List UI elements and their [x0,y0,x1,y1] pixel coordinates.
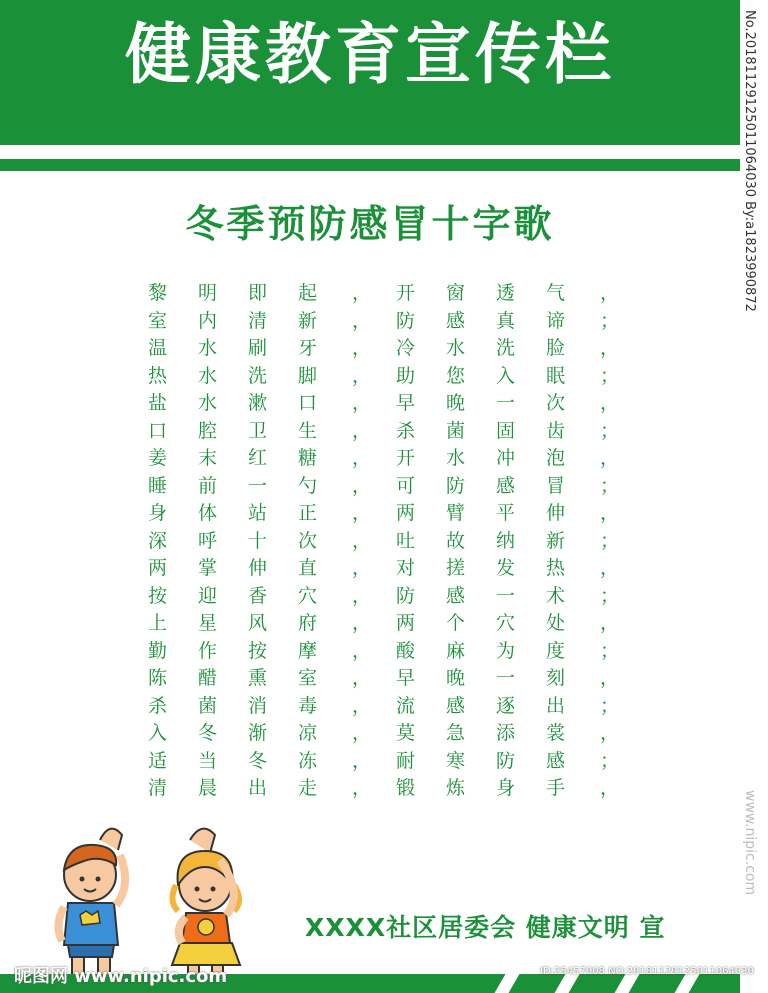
poem-character: 热 [148,364,168,387]
poem-line [0,335,740,363]
poem-character: 渐 [248,722,268,744]
poem-punctuation: ， [352,557,372,579]
poem-line [0,528,740,556]
poem-character: 黎 [148,282,168,304]
poem-character: 起 [298,282,318,304]
poem-punctuation: ， [352,529,372,552]
poem-character: 固 [496,419,516,442]
poem-character: 纳 [496,529,516,552]
poem-character: 感 [496,474,516,497]
poster-subtitle: 冬季预防感冒十字歌 [185,202,555,246]
poem-character: 掌 [198,557,218,579]
poem-punctuation: ； [600,639,620,662]
poem-character: 水 [446,447,466,469]
poem-character: 晚 [446,392,466,414]
poster-footer: XXXX社区居委会 健康文明 宣 [305,913,666,942]
poem-character: 姜 [148,447,168,469]
poem-character: 杀 [148,694,168,717]
poem-character: 感 [446,309,466,332]
poem-character: 谛 [546,309,566,332]
poem-character: 水 [198,337,218,359]
poem-character: 一 [496,392,516,414]
poem-character: 温 [148,337,168,359]
header-stripe [0,159,740,171]
poem-punctuation: ， [600,282,620,304]
poem-character: 故 [446,529,466,552]
poem-character: 防 [446,474,466,497]
poem-punctuation: ； [600,584,620,607]
poem-line [0,610,740,638]
poem-line [0,445,740,473]
poem-character: 眠 [546,364,566,387]
poem-character: 冬 [248,749,268,772]
poem-character: 入 [148,722,168,744]
poem-character: 搓 [446,557,466,579]
poem-character: 逐 [496,694,516,717]
poem-line [0,583,740,611]
poem-character: 洗 [496,337,516,359]
poem-character: 防 [396,584,416,607]
poem-character: 十 [248,529,268,552]
poem-grid [0,280,740,803]
poem-character: 两 [396,502,416,524]
poem-line [0,693,740,721]
poem-character: 站 [248,502,268,524]
poem-character: 透 [496,282,516,304]
poem-punctuation: ， [600,777,620,799]
poem-character: 糖 [298,447,318,469]
poem-character: 水 [198,364,218,387]
poem-character: 一 [248,474,268,497]
poem-character: 睡 [148,474,168,497]
poem-character: 您 [446,364,466,387]
poem-character: 口 [148,419,168,442]
poem-character: 勤 [148,639,168,662]
poem-punctuation: ， [352,502,372,524]
poem-character: 流 [396,694,416,717]
poem-character: 体 [198,502,218,524]
poem-character: 刻 [546,667,566,689]
poem-character: 凉 [298,722,318,744]
poem-character: 泡 [546,447,566,469]
poem-character: 直 [298,557,318,579]
poem-character: 次 [298,529,318,552]
poem-character: 平 [496,502,516,524]
poem-character: 室 [298,667,318,689]
poem-line [0,665,740,693]
poem-character: 刷 [248,337,268,359]
poem-character: 适 [148,749,168,772]
poem-character: 一 [496,667,516,689]
poem-character: 两 [396,612,416,634]
poem-line [0,473,740,501]
poem-character: 新 [546,529,566,552]
poem-character: 即 [248,282,268,304]
poem-character: 呼 [198,529,218,552]
poem-character: 开 [396,282,416,304]
poem-character: 毒 [298,694,318,717]
poem-punctuation: ； [600,474,620,497]
poem-character: 当 [198,749,218,772]
page-title: 健康教育宣传栏 [125,16,615,93]
poem-character: 伸 [248,557,268,579]
poem-punctuation: ， [600,667,620,689]
poem-character: 两 [148,557,168,579]
poem-character: 内 [198,309,218,332]
poem-punctuation: ， [600,447,620,469]
poem-punctuation: ， [600,502,620,524]
poem-character: 生 [298,419,318,442]
poem-punctuation: ， [352,337,372,359]
poem-character: 按 [148,584,168,607]
poem-character: 冒 [546,474,566,497]
poem-character: 深 [148,529,168,552]
poem-character: 术 [546,584,566,607]
header-banner [0,0,740,145]
poem-character: 熏 [248,667,268,689]
poem-character: 齿 [546,419,566,442]
poem-punctuation: ， [352,694,372,717]
poem-character: 室 [148,309,168,332]
poem-character: 发 [496,557,516,579]
poem-character: 对 [396,557,416,579]
poem-character: 迎 [198,584,218,607]
poem-character: 处 [546,612,566,634]
poem-character: 吐 [396,529,416,552]
poem-character: 星 [198,612,218,634]
poem-character: 添 [496,722,516,744]
poem-punctuation: ， [600,557,620,579]
poem-character: 入 [496,364,516,387]
poem-character: 身 [148,502,168,524]
poem-character: 脸 [546,337,566,359]
poem-punctuation: ， [600,392,620,414]
poem-character: 个 [446,612,466,634]
poem-character: 上 [148,612,168,634]
poem-character: 寒 [446,749,466,772]
poem-character: 作 [198,639,218,662]
poem-character: 按 [248,639,268,662]
poem-punctuation: ， [352,639,372,662]
poem-line [0,308,740,336]
poem-character: 感 [446,694,466,717]
poem-punctuation: ， [600,612,620,634]
poem-punctuation: ； [600,419,620,442]
poem-character: 醋 [198,667,218,689]
poem-character: 窗 [446,282,466,304]
poem-punctuation: ， [352,474,372,497]
poem-punctuation: ， [352,777,372,799]
poem-character: 正 [298,502,318,524]
poem-punctuation: ， [352,722,372,744]
poem-character: 酸 [396,639,416,662]
poem-character: 手 [546,777,566,799]
poem-character: 出 [248,777,268,799]
poem-line [0,748,740,776]
poem-character: 防 [496,749,516,772]
poem-character: 风 [248,612,268,634]
poem-character: 府 [298,612,318,634]
watermark-bottom-left: 昵图网 www.nipic.com [14,966,228,987]
poem-character: 耐 [396,749,416,772]
poem-character: 感 [446,584,466,607]
poem-character: 菌 [198,694,218,717]
poem-punctuation: ， [352,364,372,387]
poem-line [0,280,740,308]
poem-character: 冲 [496,447,516,469]
poem-punctuation: ， [600,337,620,359]
poem-character: 脚 [298,364,318,387]
poem-punctuation: ， [352,309,372,332]
poem-character: 麻 [446,639,466,662]
poem-punctuation: ， [352,282,372,304]
poem-character: 卫 [248,419,268,442]
poem-character: 香 [248,584,268,607]
poem-punctuation: ， [352,584,372,607]
poem-character: 一 [496,584,516,607]
poem-character: 急 [446,722,466,744]
poem-character: 新 [298,309,318,332]
poem-character: 防 [396,309,416,332]
poem-character: 真 [496,309,516,332]
poem-punctuation: ， [352,749,372,772]
poem-character: 莫 [396,722,416,744]
poem-character: 冬 [198,722,218,744]
poem-character: 为 [496,639,516,662]
poem-punctuation: ； [600,309,620,332]
poem-character: 明 [198,282,218,304]
poem-line [0,363,740,391]
poem-character: 次 [546,392,566,414]
poem-line [0,500,740,528]
poem-character: 穴 [298,584,318,607]
poem-punctuation: ； [600,529,620,552]
watermark-vertical-bottom: www.nipic.com [742,790,758,896]
poem-character: 陈 [148,667,168,689]
poem-punctuation: ， [600,722,620,744]
poem-character: 伸 [546,502,566,524]
watermark-vertical-top: No.20181129125011064030 By:a1823990872 [742,10,757,312]
poem-character: 冷 [396,337,416,359]
poem-character: 漱 [248,392,268,414]
poem-character: 身 [496,777,516,799]
poem-character: 度 [546,639,566,662]
poem-character: 牙 [298,337,318,359]
poem-punctuation: ； [600,364,620,387]
poem-character: 前 [198,474,218,497]
poem-character: 裳 [546,722,566,744]
poem-character: 早 [396,667,416,689]
poem-punctuation: ， [352,612,372,634]
poem-character: 消 [248,694,268,717]
poem-line [0,390,740,418]
poem-character: 杀 [396,419,416,442]
poem-character: 勺 [298,474,318,497]
poem-character: 感 [546,749,566,772]
poem-character: 穴 [496,612,516,634]
poem-character: 摩 [298,639,318,662]
poem-character: 晚 [446,667,466,689]
poem-line [0,555,740,583]
poem-character: 开 [396,447,416,469]
poem-line [0,775,740,803]
poem-punctuation: ， [352,392,372,414]
poem-character: 气 [546,282,566,304]
poem-character: 可 [396,474,416,497]
poem-character: 助 [396,364,416,387]
poem-character: 菌 [446,419,466,442]
poem-character: 口 [298,392,318,414]
poem-character: 晨 [198,777,218,799]
poem-punctuation: ； [600,749,620,772]
poem-line [0,638,740,666]
poem-punctuation: ， [352,447,372,469]
poem-line [0,720,740,748]
poem-character: 走 [298,777,318,799]
poem-character: 冻 [298,749,318,772]
poem-punctuation: ； [600,694,620,717]
poem-character: 出 [546,694,566,717]
poem-character: 水 [446,337,466,359]
poem-character: 水 [198,392,218,414]
watermark-bottom-right: ID:25457008 NO:20181129125011064030 [540,966,754,977]
poem-character: 早 [396,392,416,414]
poem-character: 清 [248,309,268,332]
poem-character: 洗 [248,364,268,387]
poem-punctuation: ， [352,667,372,689]
poem-punctuation: ， [352,419,372,442]
poem-line [0,418,740,446]
poem-character: 锻 [396,777,416,799]
poem-character: 红 [248,447,268,469]
poem-character: 盐 [148,392,168,414]
poem-character: 臂 [446,502,466,524]
poem-character: 炼 [446,777,466,799]
poem-character: 腔 [198,419,218,442]
poem-character: 热 [546,557,566,579]
poem-character: 末 [198,447,218,469]
poem-character: 清 [148,777,168,799]
